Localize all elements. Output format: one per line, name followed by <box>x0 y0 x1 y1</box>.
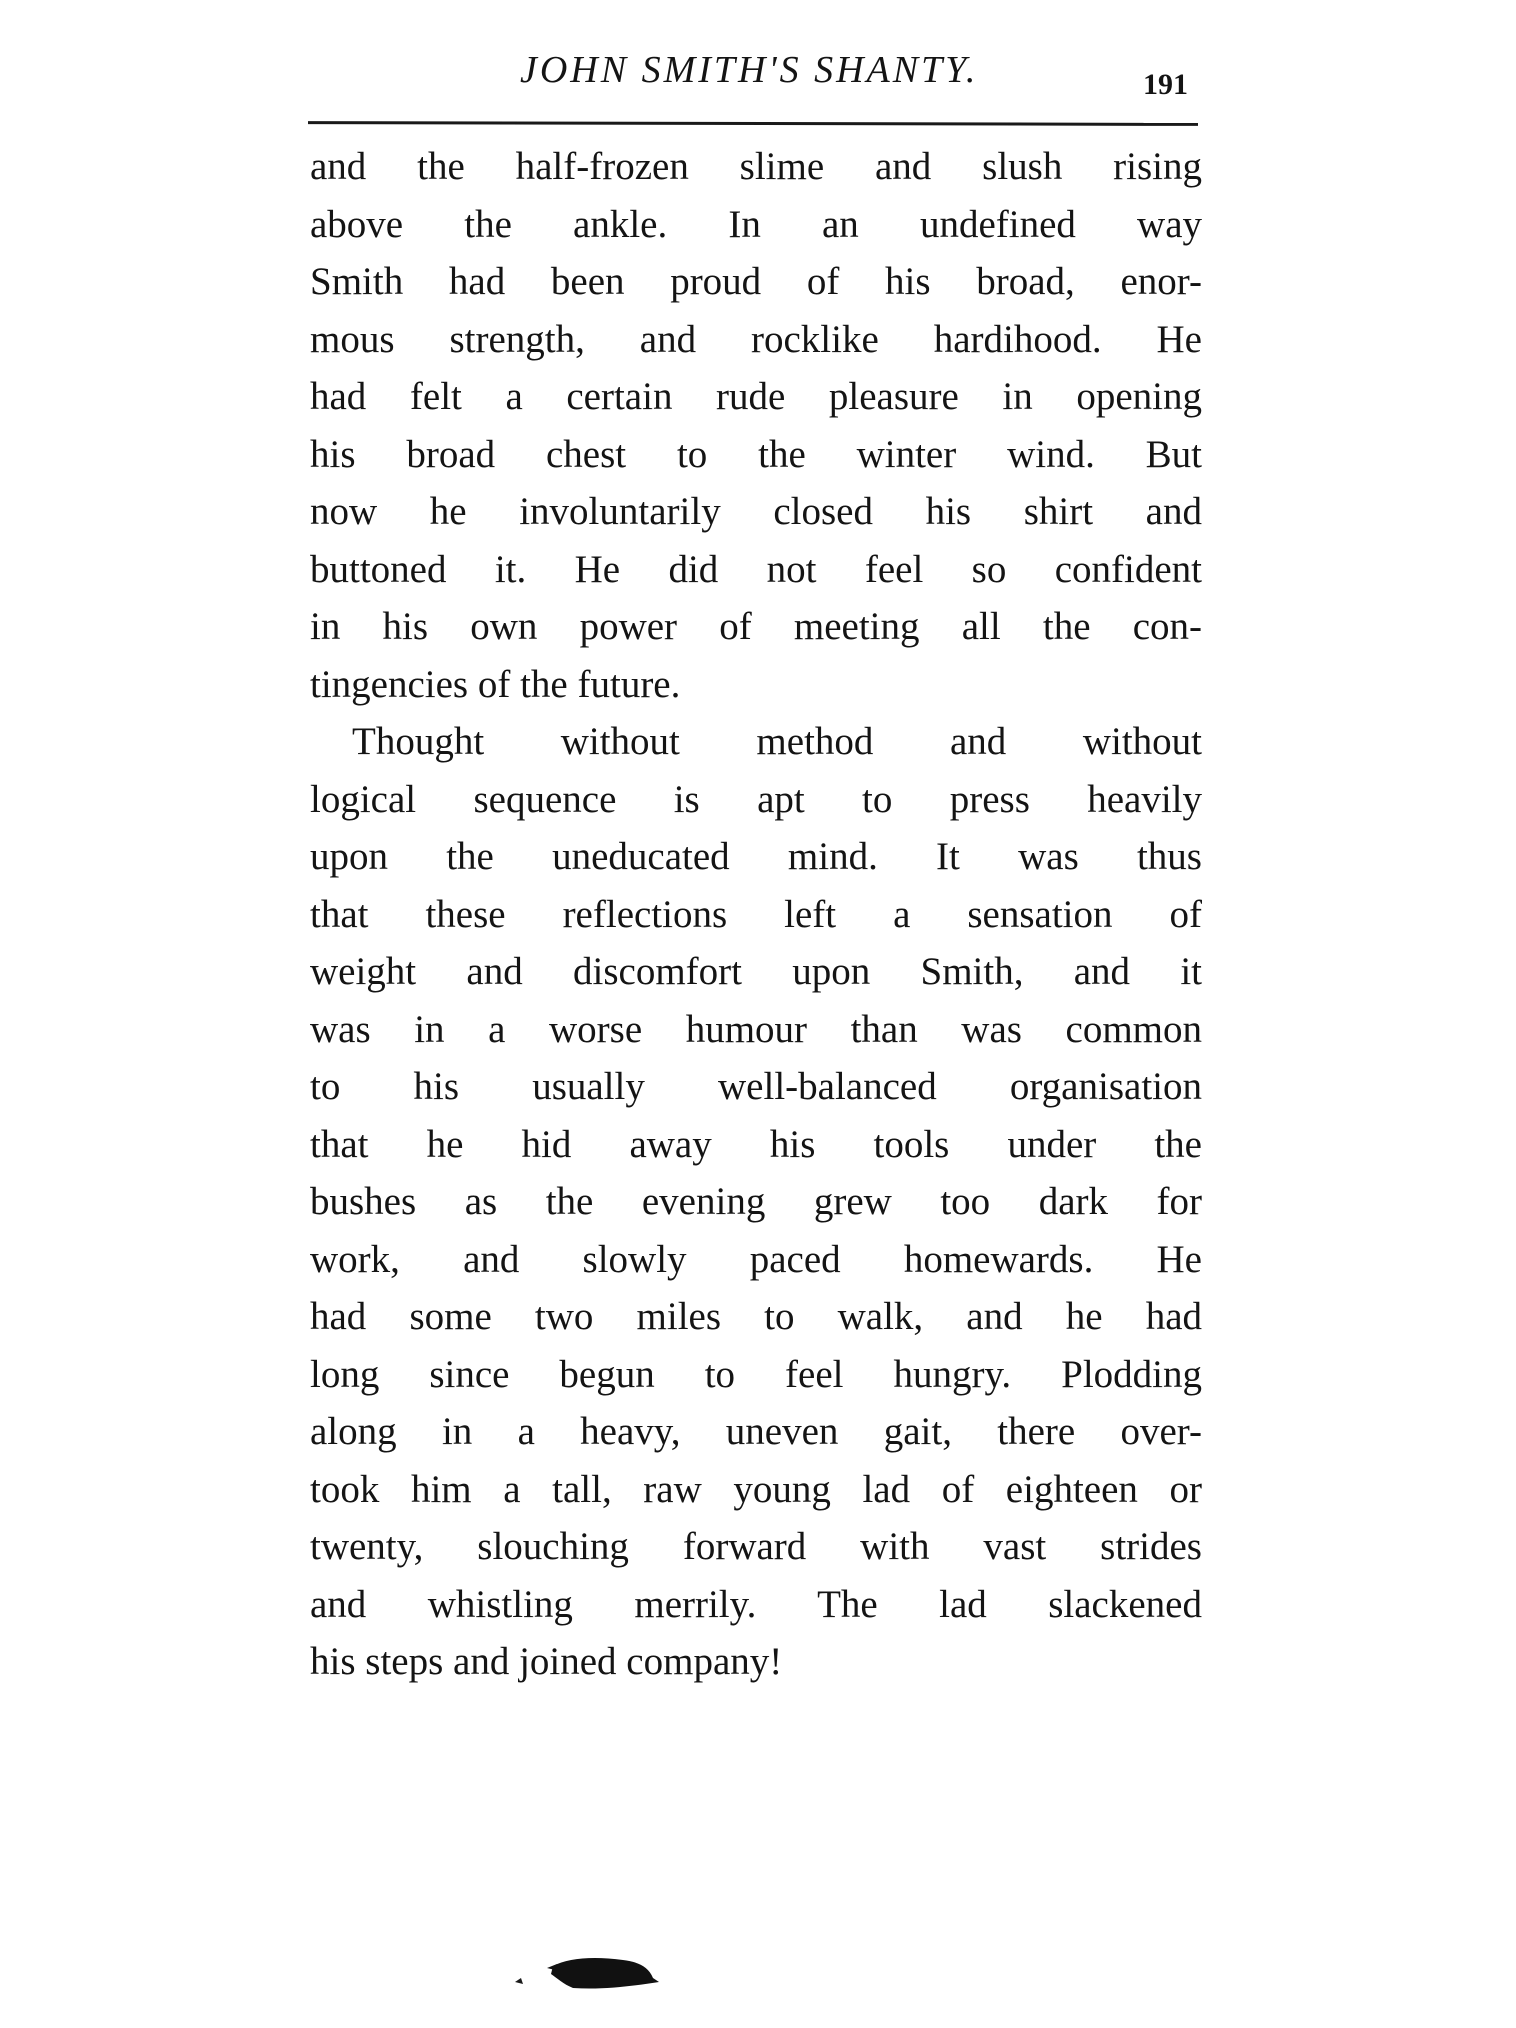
running-head <box>310 48 1200 108</box>
text-line: bushes as the evening grew too dark for <box>310 1180 1202 1223</box>
paragraph-1 <box>310 138 1202 713</box>
running-title: JOHN SMITH'S SHANTY. <box>520 49 979 91</box>
text-line: tingencies of the future. <box>310 662 681 706</box>
text-line: that these reflections left a sensation of <box>310 892 1202 936</box>
text-line: twenty, slouching forward with vast strides <box>310 1525 1202 1568</box>
text-line: along in a heavy, uneven gait, there over- <box>310 1410 1202 1453</box>
text-line: work, and slowly paced homewards. He <box>310 1237 1202 1281</box>
text-line: had some two miles to walk, and he had <box>310 1295 1202 1338</box>
text-line: his steps and joined company! <box>310 1640 783 1683</box>
text-line: now he involuntarily closed his shirt and <box>310 490 1202 533</box>
text-line: Thought without method and without <box>352 720 1202 763</box>
text-line: had felt a certain rude pleasure in opening <box>310 375 1202 418</box>
body-text <box>310 138 1202 1691</box>
text-line: upon the uneducated mind. It was thus <box>310 835 1202 878</box>
ink-blot-mark <box>513 1948 663 1992</box>
text-line: logical sequence is apt to press heavily <box>310 777 1202 821</box>
text-line: took him a tall, raw young lad of eighteen or <box>310 1467 1202 1511</box>
text-line: in his own power of meeting all the con- <box>310 605 1202 648</box>
text-line: was in a worse humour than was common <box>310 1007 1202 1051</box>
header-rule <box>308 121 1198 126</box>
text-line: weight and discomfort upon Smith, and it <box>310 950 1202 993</box>
text-line: to his usually well-balanced organisation <box>310 1065 1202 1108</box>
text-line: long since begun to feel hungry. Plodding <box>310 1352 1202 1396</box>
paragraph-2 <box>310 713 1202 1691</box>
text-line: and the half-frozen slime and slush rising <box>310 145 1202 188</box>
text-line: that he hid away his tools under the <box>310 1122 1202 1166</box>
text-line: above the ankle. In an undefined way <box>310 202 1202 246</box>
text-line: his broad chest to the winter wind. But <box>310 432 1202 476</box>
text-line: buttoned it. He did not feel so confident <box>310 547 1202 591</box>
page-number: 191 <box>1143 68 1188 101</box>
text-line: Smith had been proud of his broad, enor- <box>310 260 1202 303</box>
text-line: and whistling merrily. The lad slackened <box>310 1582 1202 1626</box>
text-line: mous strength, and rocklike hardihood. He <box>310 317 1202 361</box>
